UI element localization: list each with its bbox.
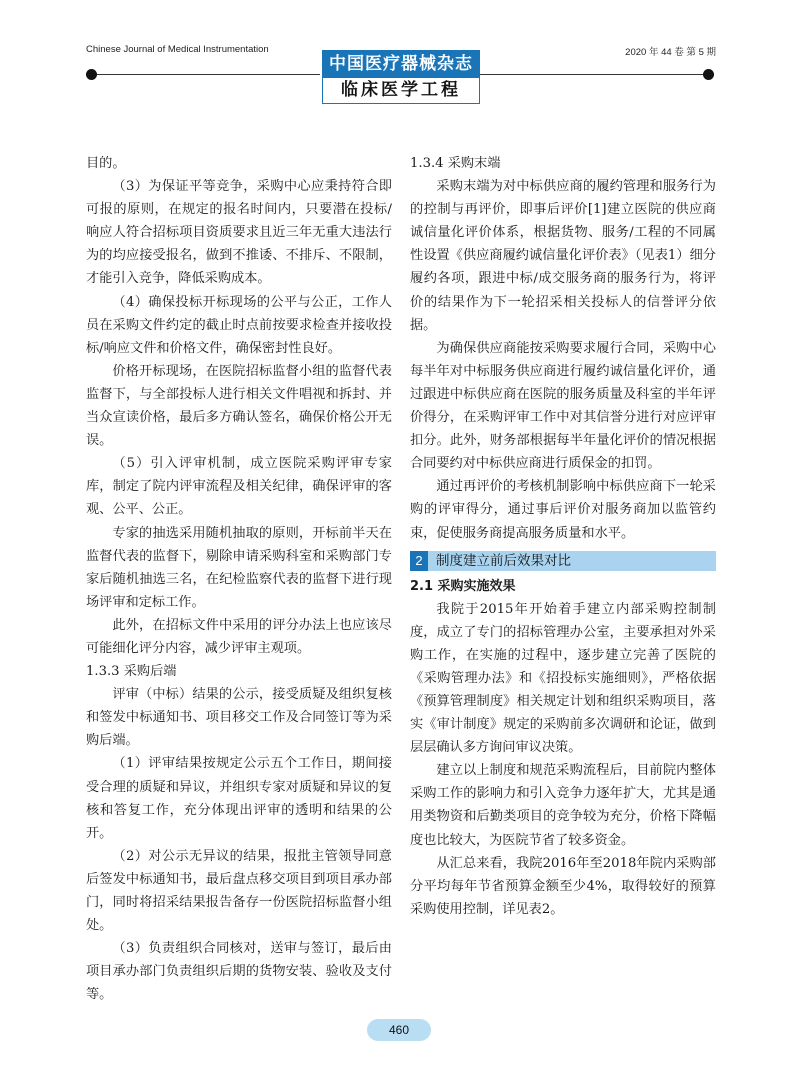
paragraph: （4）确保投标开标现场的公平与公正，工作人员在采购文件约定的截止时点前按要求检查并接收投标/响应文件和价格文件，确保密封性良好。 bbox=[86, 294, 392, 356]
logo-title-top: 中国医疗器械杂志 bbox=[323, 51, 479, 78]
paragraph: 此外，在招标文件中采用的评分办法上也应该尽可能细化评分内容，减少评审主观项。 bbox=[86, 617, 392, 656]
paragraph: 目的。 bbox=[86, 156, 126, 171]
header-rule-right bbox=[480, 74, 708, 75]
journal-logo bbox=[322, 50, 480, 104]
right-column bbox=[410, 152, 716, 921]
header-dot-left bbox=[86, 69, 97, 80]
section-number: 2 bbox=[410, 551, 428, 571]
journal-english-title: Chinese Journal of Medical Instrumentation bbox=[86, 44, 269, 55]
paragraph: （3）为保证平等竞争，采购中心应秉持符合即可报的原则，在规定的报名时间内，只要潜在投标/响应人符合招标项目资质要求且近三年无重大违法行为的均应接受报名，做到不推诿、不排斥、不限制，才能引入竞争，降低采购成本。 bbox=[86, 179, 392, 287]
header-rule-left bbox=[92, 74, 320, 75]
header-dot-right bbox=[703, 69, 714, 80]
paragraph: （1）评审结果按规定公示五个工作日，期间接受合理的质疑和异议，并组织专家对质疑和异议的复核和答复工作，充分体现出评审的透明和结果的公开。 bbox=[86, 756, 392, 841]
paragraph: 建立以上制度和规范采购流程后，目前院内整体采购工作的影响力和引入竞争力逐年扩大，尤其是通用类物资和后勤类项目的竞争较为充分，价格下降幅度也比较大，为医院节省了较多资金。 bbox=[410, 763, 716, 848]
paragraph: 通过再评价的考核机制影响中标供应商下一轮采购的评审得分，通过事后评价对服务商加以监管约束，促使服务商提高服务质量和水平。 bbox=[410, 479, 716, 541]
issue-info: 2020 年 44 卷 第 5 期 bbox=[625, 47, 716, 58]
paragraph: 采购末端为对中标供应商的履约管理和服务行为的控制与再评价，即事后评价[1]建立医院的供应商诚信量化评价体系，根据货物、服务/工程的不同属性设置《供应商履约诚信量化评价表》（见表1）细分履约各项，跟进中标/成交服务商的服务行为，将评价的结果作为下一轮招采相关投标人的信誉评分依据。 bbox=[410, 179, 716, 333]
logo-title-bottom: 临床医学工程 bbox=[341, 80, 461, 100]
right-column-after-section bbox=[410, 598, 716, 921]
paragraph: 评审（中标）结果的公示，接受质疑及组织复核和签发中标通知书、项目移交工作及合同签订等为采购后端。 bbox=[86, 687, 392, 749]
paragraph: （5）引入评审机制，成立医院采购评审专家库，制定了院内评审流程及相关纪律，确保评审的客观、公平、公正。 bbox=[86, 456, 392, 518]
left-column bbox=[86, 152, 392, 1006]
section-title: 制度建立前后效果对比 bbox=[436, 552, 571, 569]
section-heading bbox=[410, 551, 716, 571]
paragraph: 我院于2015年开始着手建立内部采购控制制度，成立了专门的招标管理办公室，主要承担对外采购工作，在实施的过程中，逐步建立完善了医院的《采购管理办法》和《招投标实施细则》，严格依据《预算管理制度》相关规定计划和组织采购项目，落实《审计制度》规定的采购前多次调研和论证，做到层层确认多方询问审议决策。 bbox=[410, 601, 716, 756]
paragraph: 为确保供应商能按采购要求履行合同，采购中心每半年对中标服务供应商进行履约诚信量化评价，通过跟进中标供应商在医院的服务质量及科室的半年评价得分，在采购评审工作中对其信誉分进行对应评审扣分。此外，财务部根据每半年量化评价的情况根据合同要约对中标供应商进行质保金的扣罚。 bbox=[410, 340, 716, 472]
subsection-heading: 1.3.3 采购后端 bbox=[86, 664, 177, 680]
paragraph: 专家的抽选采用随机抽取的原则，开标前半天在监督代表的监督下，剔除申请采购科室和采购部门专家后随机抽选三名，在纪检监察代表的监督下进行现场评审和定标工作。 bbox=[86, 525, 392, 610]
paragraph: 从汇总来看，我院2016年至2018年院内采购部分平均每年节省预算金额至少4%，取得较好的预算采购使用控制，详见表2。 bbox=[410, 855, 716, 917]
paragraph: 价格开标现场，在医院招标监督小组的监督代表监督下，与全部投标人进行相关文件唱视和拆封、并当众宣读价格，最后多方确认签名，确保价格公开无误。 bbox=[86, 363, 392, 449]
paragraph: （3）负责组织合同核对，送审与签订，最后由项目承办部门负责组织后期的货物安装、验收及支付等。 bbox=[86, 941, 392, 1003]
subsection-title: 2.1 采购实施效果 bbox=[410, 578, 516, 594]
subsection-heading: 1.3.4 采购末端 bbox=[410, 156, 501, 171]
paragraph: （2）对公示无异议的结果，报批主管领导同意后签发中标通知书，最后盘点移交项目到项目承办部门，同时将招采结果报告备存一份医院招标监督小组处。 bbox=[86, 848, 392, 934]
right-column-before-section bbox=[410, 152, 716, 545]
page-number: 460 bbox=[367, 1019, 431, 1041]
